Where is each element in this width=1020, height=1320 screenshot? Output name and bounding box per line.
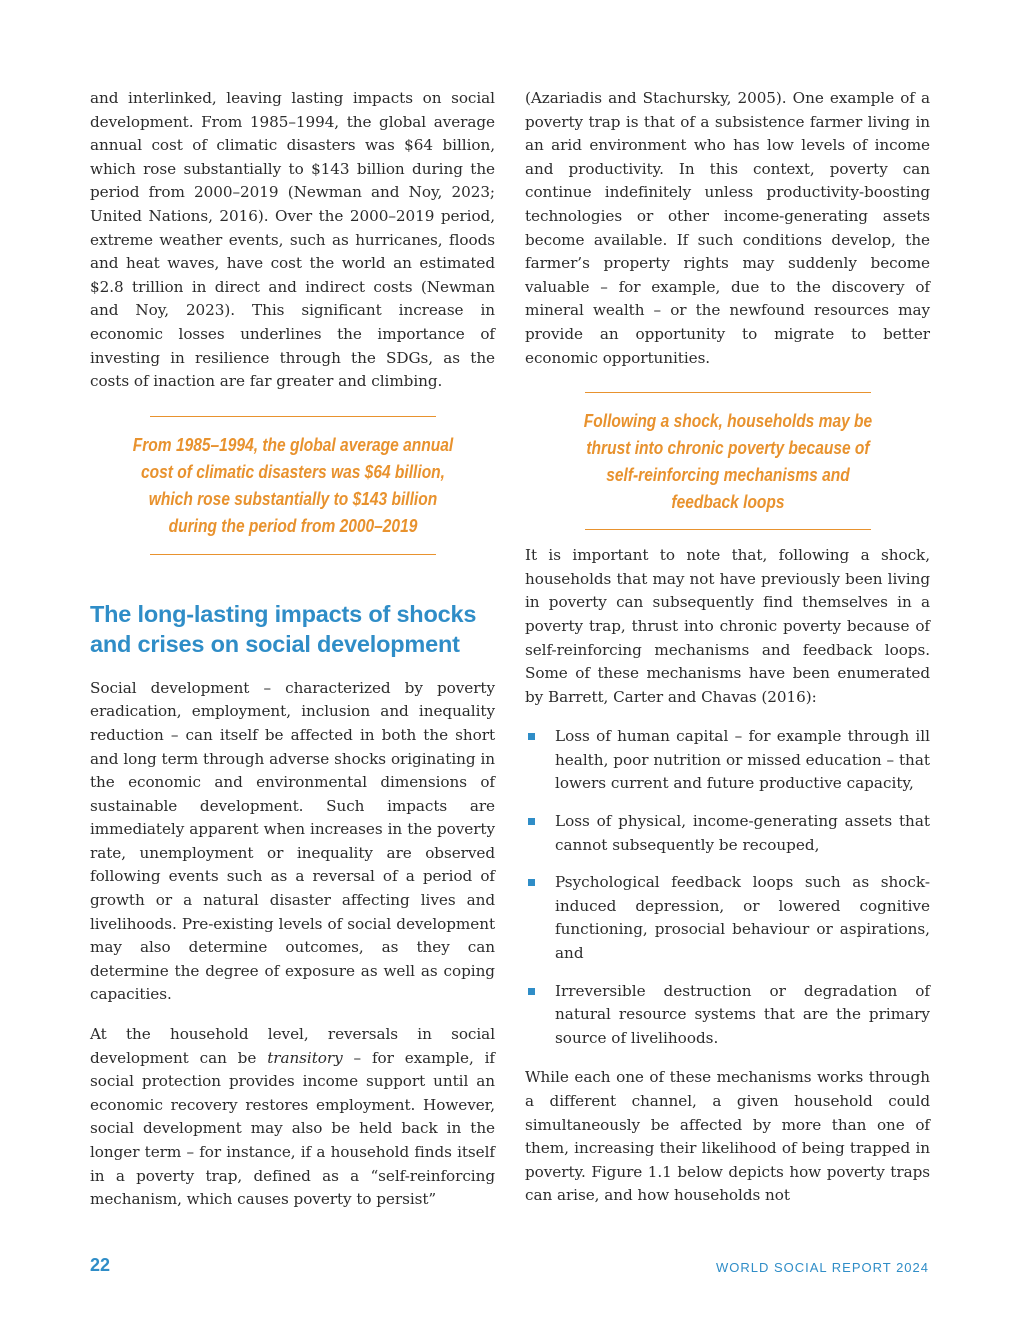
left-paragraph-1: and interlinked, leaving lasting impacts on social development. From 1985–1994, the global average annual cost of climatic disasters was $64 billion, which rose substantially to $143 billion during the period from 2000–2019 (Newman and Noy, 2023; United Nations, 2016). Over the 2000–2019 period, extreme weather events, such as hurricanes, floods and heat waves, have cost the world an estimated $2.8 trillion in direct and indirect costs (Newman and Noy, 2023). This significant increase in economic losses underlines the importance of investing in resilience through the SDGs, as the costs of inaction are far greater and climbing. xyxy=(90,89,495,391)
list-item-text: Irreversible destruction or degradation of natural resource systems that are the primary source of livelihoods. xyxy=(555,981,930,1047)
transitory-emphasis: transitory xyxy=(267,1048,343,1067)
right-paragraph-1: (Azariadis and Stachursky, 2005). One example of a poverty trap is that of a subsistence farmer living in an arid environment who has low levels of income and productivity. In this context, poverty can continue indefinitely unless productivity-boosting technologies or other income-generating assets become available. If such conditions develop, the farmer’s property rights may suddenly become valuable – for example, due to the discovery of mineral wealth – or the newfound resources may provide an opportunity to migrate to better economic opportunities. xyxy=(525,89,930,367)
left-paragraph-3-start: At the household level, reversals in social development can be xyxy=(90,1025,495,1067)
left-paragraph-2: Social development – characterized by poverty eradication, employment, inclusion and inequality reduction – can itself be affected in both the short and long term through adverse shocks originating in the economic and environmental dimensions of sustainable development. Such impacts are immediately apparent when increases in the poverty rate, unemployment or inequality are observed following events such as a reversal of a period of growth or a natural disaster affecting lives and livelihoods. Pre-existing levels of social development may also determine outcomes, as they can determine the degree of exposure as well as coping capacities. xyxy=(90,678,495,1004)
pull-quote-left-text: From 1985–1994, the global average annual cost of climatic disasters was $64 billion, which rose substantially to $143 billion during the period from 2000–2019 xyxy=(132,433,453,536)
list-item xyxy=(525,725,930,796)
mechanisms-list xyxy=(525,725,930,1050)
right-column xyxy=(525,87,930,1224)
pull-quote-right xyxy=(585,392,871,530)
right-paragraph-3: While each one of these mechanisms works through a different channel, a given household could simultaneously be affected by more than one of them, increasing their likelihood of being trapped in poverty. Figure 1.1 below depicts how poverty traps can arise, and how households not xyxy=(525,1068,930,1205)
right-paragraph-2: It is important to note that, following a shock, households that may not have previously been living in poverty can subsequently find themselves in a poverty trap, thrust into chronic poverty because of self-reinforcing mechanisms and feedback loops. Some of these mechanisms have been enumerated by Barrett, Carter and Chavas (2016): xyxy=(525,546,930,706)
pull-quote-left xyxy=(132,416,453,555)
list-item-text: Psychological feedback loops such as shock-induced depression, or lowered cognitive functioning, prosocial behaviour or aspirations, and xyxy=(555,873,930,963)
left-paragraph-3-end: – for example, if social protection provides income support until an economic recovery restores employment. However, social development may also be held back in the longer term – for instance, if a household finds itself in a poverty trap, defined as a “self-reinforcing mechanism, which causes poverty to persist” xyxy=(90,1048,495,1209)
square-bullet-icon xyxy=(528,879,535,886)
square-bullet-icon xyxy=(528,733,535,740)
list-item-text: Loss of physical, income-generating assets that cannot subsequently be recouped, xyxy=(555,812,930,854)
left-paragraph-3 xyxy=(90,1023,495,1212)
report-title: WORLD SOCIAL REPORT 2024 xyxy=(715,1260,929,1275)
page-number: 22 xyxy=(90,1255,111,1275)
square-bullet-icon xyxy=(528,988,535,995)
list-item xyxy=(525,980,930,1051)
left-column xyxy=(90,87,495,1228)
list-item xyxy=(525,871,930,965)
pull-quote-right-text: Following a shock, households may be thrust into chronic poverty because of self-reinforcing mechanisms and feedback loops xyxy=(583,410,872,513)
list-item xyxy=(525,810,930,857)
square-bullet-icon xyxy=(528,818,535,825)
list-item-text: Loss of human capital – for example through ill health, poor nutrition or missed education – that lowers current and future productive capacity, xyxy=(555,727,930,793)
section-heading: The long-lasting impacts of shocks and crises on social development xyxy=(90,600,477,657)
